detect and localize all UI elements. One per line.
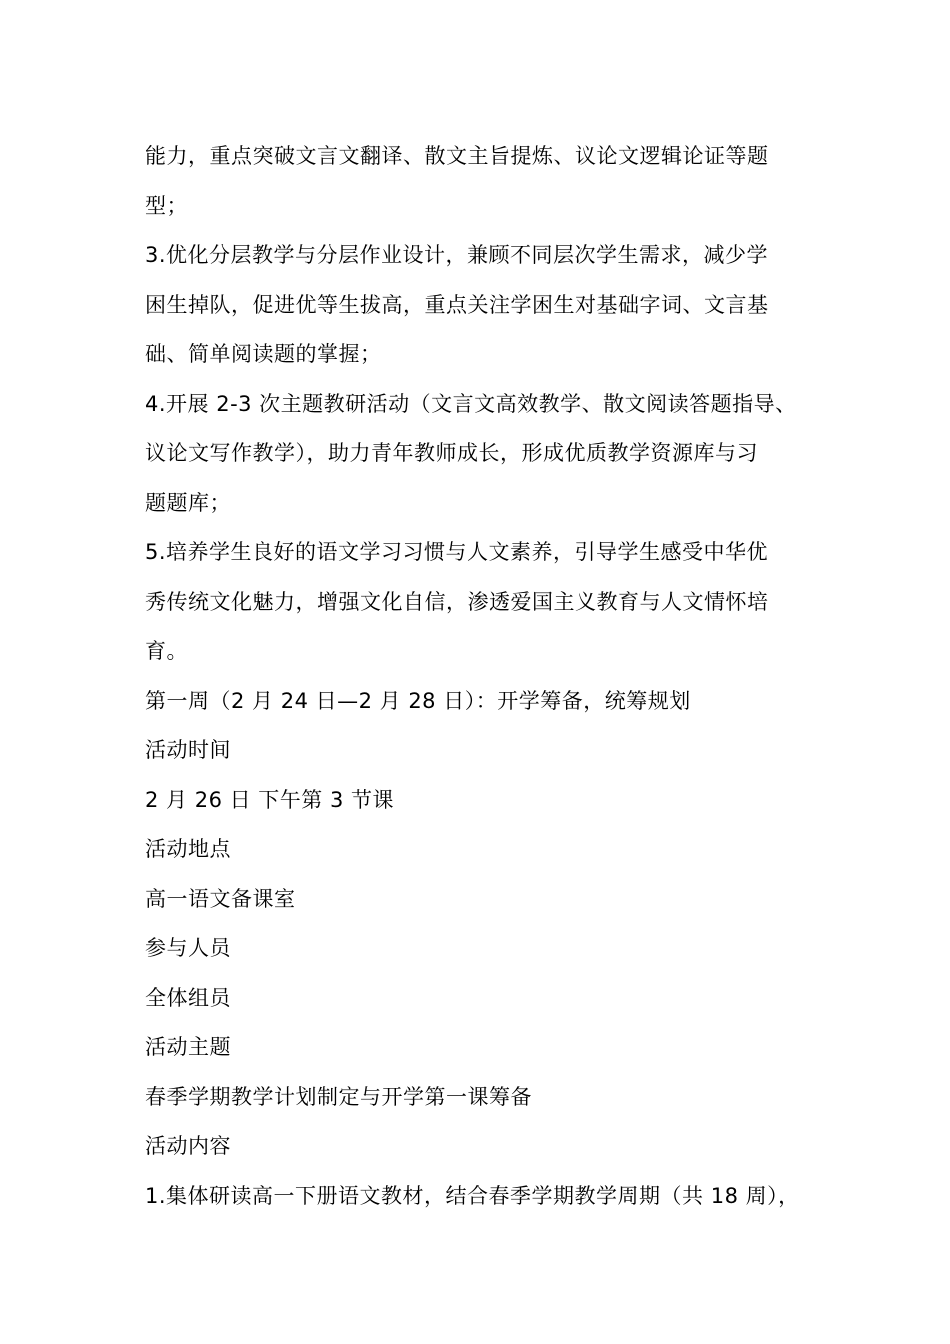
text-line: 础、简单阅读题的掌握； — [145, 342, 382, 366]
field-value-activity-theme: 春季学期教学计划制定与开学第一课筹备 — [145, 1084, 532, 1109]
text-line: 4.开展 2-3 次主题教研活动（文言文高效教学、散文阅读答题指导、 — [145, 391, 797, 416]
field-value-participants: 全体组员 — [145, 985, 231, 1010]
text-line: 秀传统文化魅力，增强文化自信，渗透爱国主义教育与人文情怀培 — [145, 589, 769, 614]
field-label-activity-content: 活动内容 — [145, 1134, 231, 1158]
text-line: 题题库； — [145, 490, 231, 515]
field-label-activity-time: 活动时间 — [145, 738, 231, 762]
field-label-activity-location: 活动地点 — [145, 837, 231, 861]
field-label-activity-theme: 活动主题 — [145, 1035, 231, 1059]
text-line: 议论文写作教学），助力青年教师成长，形成优质教学资源库与习 — [145, 441, 758, 465]
field-value-activity-location: 高一语文备课室 — [145, 886, 296, 911]
text-line: 困生掉队，促进优等生拔高，重点关注学困生对基础字词、文言基 — [145, 292, 769, 317]
text-line: 1.集体研读高一下册语文教材，结合春季学期教学周期（共 18 周）， — [145, 1183, 800, 1208]
field-value-activity-time: 2 月 26 日 下午第 3 节课 — [145, 787, 394, 812]
text-line: 型； — [145, 193, 188, 218]
section-heading-week-one: 第一周（2 月 24 日—2 月 28 日）：开学筹备，统筹规划 — [145, 688, 691, 713]
document-body — [145, 132, 845, 1221]
text-line: 育。 — [145, 639, 188, 663]
text-line: 5.培养学生良好的语文学习习惯与人文素养，引导学生感受中华优 — [145, 540, 769, 564]
text-line: 能力，重点突破文言文翻译、散文主旨提炼、议论文逻辑论证等题 — [145, 144, 769, 168]
field-label-participants: 参与人员 — [145, 936, 231, 960]
text-line: 3.优化分层教学与分层作业设计，兼顾不同层次学生需求，减少学 — [145, 243, 769, 267]
